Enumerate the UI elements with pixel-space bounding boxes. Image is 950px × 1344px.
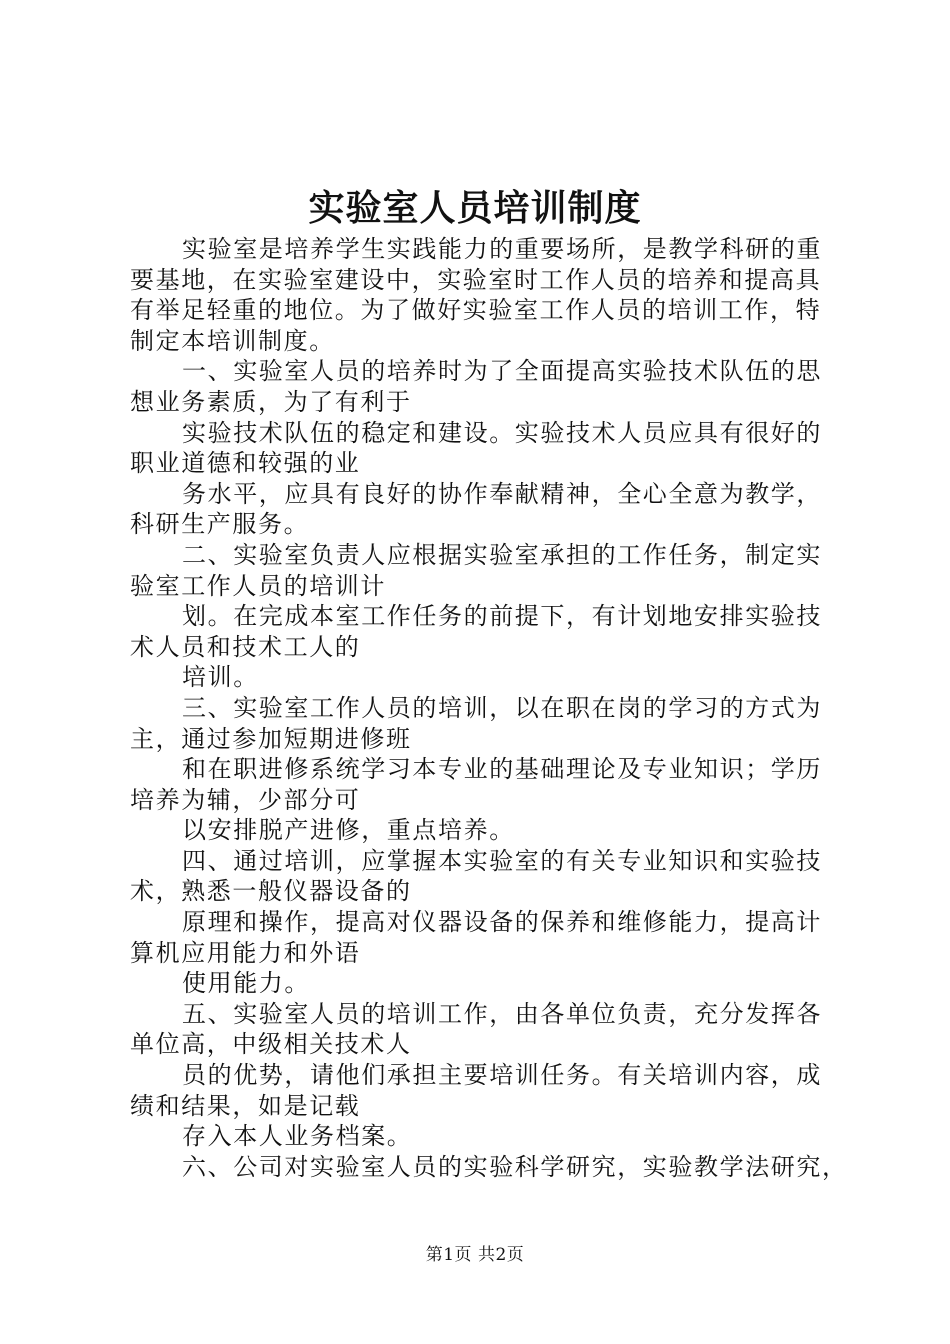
line-16: 三、实验室工作人员的培训，以在职在岗的学习的方式为	[182, 693, 822, 722]
line-19: 培养为辅，少部分可	[130, 785, 361, 814]
line-2: 要基地，在实验室建设中，实验室时工作人员的培养和提高具	[130, 265, 822, 294]
line-24: 算机应用能力和外语	[130, 938, 361, 967]
line-21: 四、通过培训，应掌握本实验室的有关专业知识和实验技	[182, 846, 822, 875]
line-27: 单位高，中级相关技术人	[130, 1030, 412, 1059]
line-25: 使用能力。	[182, 969, 310, 998]
line-11: 二、实验室负责人应根据实验室承担的工作任务，制定实	[182, 540, 822, 569]
line-17: 主，通过参加短期进修班	[130, 724, 412, 753]
line-23: 原理和操作，提高对仪器设备的保养和维修能力，提高计	[182, 908, 822, 937]
line-7: 实验技术队伍的稳定和建设。实验技术人员应具有很好的	[182, 418, 822, 447]
line-14: 术人员和技术工人的	[130, 632, 361, 661]
line-26: 五、实验室人员的培训工作，由各单位负责，充分发挥各	[182, 999, 822, 1028]
document-title: 实验室人员培训制度	[308, 187, 642, 229]
line-10: 科研生产服务。	[130, 510, 310, 539]
line-15: 培训。	[182, 663, 259, 692]
line-8: 职业道德和较强的业	[130, 449, 361, 478]
line-18: 和在职进修系统学习本专业的基础理论及专业知识；学历	[182, 755, 822, 784]
line-4: 制定本培训制度。	[130, 326, 335, 355]
line-13: 划。在完成本室工作任务的前提下，有计划地安排实验技	[182, 602, 822, 631]
line-3: 有举足轻重的地位。为了做好实验室工作人员的培训工作，特	[130, 296, 822, 325]
document-body	[130, 234, 848, 1182]
line-20: 以安排脱产进修，重点培养。	[182, 816, 515, 845]
page-footer: 第1页 共2页	[425, 1245, 525, 1265]
line-9: 务水平，应具有良好的协作奉献精神，全心全意为教学，	[182, 479, 822, 508]
line-6: 想业务素质，为了有利于	[130, 387, 412, 416]
line-28: 员的优势，请他们承担主要培训任务。有关培训内容，成	[182, 1061, 822, 1090]
line-31: 六、公司对实验室人员的实验科学研究，实验教学法研究，	[182, 1152, 848, 1181]
line-22: 术，熟悉一般仪器设备的	[130, 877, 412, 906]
line-12: 验室工作人员的培训计	[130, 571, 386, 600]
line-1: 实验室是培养学生实践能力的重要场所，是教学科研的重	[182, 235, 822, 263]
line-30: 存入本人业务档案。	[182, 1122, 413, 1151]
line-5: 一、实验室人员的培养时为了全面提高实验技术队伍的思	[182, 357, 822, 386]
line-29: 绩和结果，如是记载	[130, 1091, 361, 1120]
